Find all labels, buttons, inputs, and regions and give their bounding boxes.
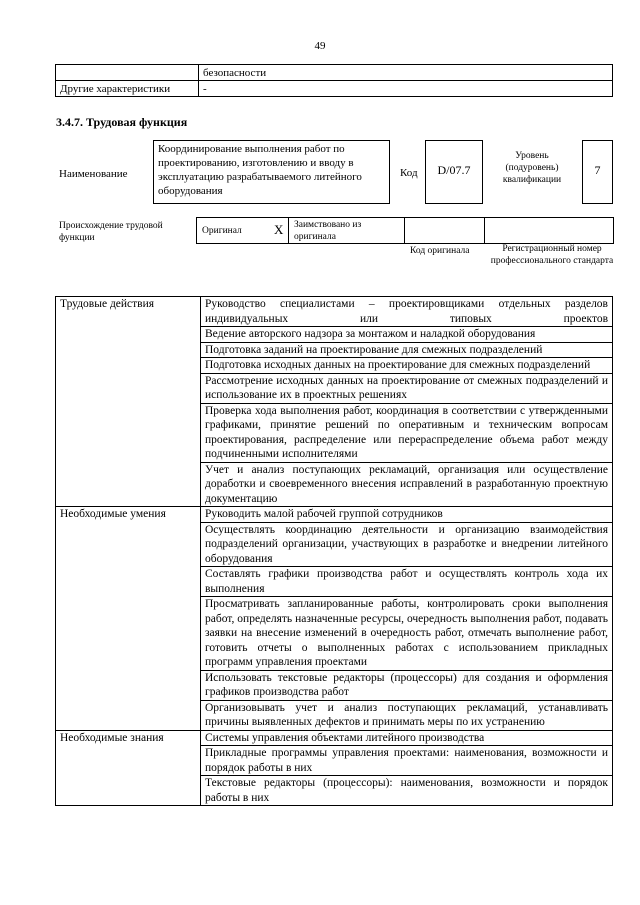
top-row1-value: безопасности xyxy=(203,67,267,79)
main-table xyxy=(55,296,613,806)
level-value: 7 xyxy=(594,163,601,177)
table-cell: Организовывать учет и анализ поступающих рекламаций, устанавливать причины выявленных дефектов и принимать меры по их устранению xyxy=(201,700,613,730)
section-label: Трудовые действия xyxy=(56,297,201,507)
name-label: Наименование xyxy=(59,168,128,180)
original-label: Оригинал xyxy=(202,226,242,236)
original-mark: X xyxy=(274,222,284,237)
table-row xyxy=(56,297,613,327)
reg-number-caption: Регистрационный номер профессионального стандарта xyxy=(490,244,614,266)
table-cell: Подготовка заданий на проектирование для смежных подразделений xyxy=(201,342,613,358)
table-cell: Учет и анализ поступающих рекламаций, организация или осуществление доработки и своевременного внесения исправлений в разработанную проектную документацию xyxy=(201,462,613,507)
origin-label: Происхождение трудовой функции xyxy=(59,221,163,243)
table-cell: Рассмотрение исходных данных на проектирование от смежных подразделений и использование их в проектных решениях xyxy=(201,373,613,403)
table-cell: Руководить малой рабочей группой сотрудников xyxy=(201,507,613,523)
table-cell: Текстовые редакторы (процессоры): наименования, возможности и порядок работы в них xyxy=(201,776,613,806)
page-number: 49 xyxy=(314,40,326,52)
top-row2-value: - xyxy=(203,83,207,95)
level-value-box xyxy=(582,140,613,204)
table-cell: Подготовка исходных данных на проектирование для смежных подразделений xyxy=(201,358,613,374)
top-table xyxy=(55,64,613,97)
top-row2-label: Другие характеристики xyxy=(60,83,171,95)
table-cell: Просматривать запланированные работы, контролировать сроки выполнения работ, определять назначенные ресурсы, очередность выполнения работ, подавать заявки на внесение изменений в очередность работ, отмечать выполнение работ, готовить отчеты о выполненных работах с использованием прикладных программ управления проектами xyxy=(201,597,613,671)
section-label: Необходимые знания xyxy=(56,730,201,806)
table-row xyxy=(56,730,613,746)
table-cell: Прикладные программы управления проектами: наименования, возможности и порядок работы в них xyxy=(201,746,613,776)
table-cell: Ведение авторского надзора за монтажом и наладкой оборудования xyxy=(201,327,613,343)
code-value-box xyxy=(425,140,483,204)
code-value: D/07.7 xyxy=(437,163,471,177)
section-title: 3.4.7. Трудовая функция xyxy=(56,115,188,129)
table-cell: Использовать текстовые редакторы (процессоры) для создания и оформления графиков производства работ xyxy=(201,670,613,700)
name-value-box xyxy=(153,140,390,204)
table-cell: Составлять графики производства работ и осуществлять контроль хода их выполнения xyxy=(201,567,613,597)
name-value: Координирование выполнения работ по проектированию, изготовлению и вводу в эксплуатацию разрабатываемого литейного оборудования xyxy=(158,143,362,197)
code-label: Код xyxy=(400,167,418,179)
table-row xyxy=(56,507,613,523)
table-cell: Системы управления объектами литейного производства xyxy=(201,730,613,746)
table-cell: Руководство специалистами – проектировщиками отдельных разделов индивидуальных или типовых проектов xyxy=(201,297,613,327)
table-cell: Осуществлять координацию деятельности и организацию взаимодействия подразделений организации, участвующих в разработке и внедрении литейного оборудования xyxy=(201,522,613,567)
section-label: Необходимые умения xyxy=(56,507,201,731)
code-original-caption: Код оригинала xyxy=(410,246,470,256)
borrowed-label: Заимствовано из оригинала xyxy=(294,220,362,242)
level-label: Уровень (подуровень) квалификации xyxy=(502,151,562,185)
table-cell: Проверка хода выполнения работ, координация в соответствии с утвержденными графиками, принятие решений по оперативным и техническим вопросам проектирования, распределение или перераспределение объема работ между подчиненными исполнителями xyxy=(201,403,613,462)
origin-table xyxy=(196,217,614,244)
